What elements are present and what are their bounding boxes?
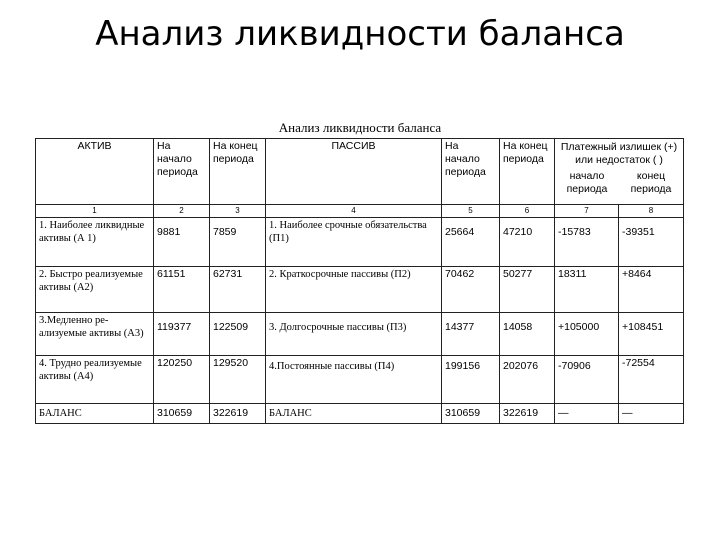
aktiv-start-cell: 9881 xyxy=(154,218,210,267)
header-row xyxy=(36,139,684,205)
surplus-end-cell: -72554 xyxy=(619,356,684,404)
aktiv-cell: 4. Трудно реализуемые активы (А4) xyxy=(36,356,154,404)
surplus-start-cell: -15783 xyxy=(555,218,619,267)
passiv-cell: БАЛАНС xyxy=(266,404,442,424)
surplus-start-cell: -70906 xyxy=(555,356,619,404)
passiv-end-cell: 202076 xyxy=(500,356,555,404)
header-surplus-group xyxy=(555,139,684,205)
surplus-end-cell: — xyxy=(619,404,684,424)
column-number: 2 xyxy=(154,205,210,218)
passiv-start-cell: 14377 xyxy=(442,313,500,356)
table-row xyxy=(36,267,684,313)
header-aktiv: АКТИВ xyxy=(36,139,154,205)
passiv-cell: 2. Краткосрочные пассивы (П2) xyxy=(266,267,442,313)
header-aktiv-start: На начало периода xyxy=(154,139,210,205)
aktiv-end-cell: 129520 xyxy=(210,356,266,404)
passiv-end-cell: 322619 xyxy=(500,404,555,424)
liquidity-table xyxy=(35,138,684,424)
table-row xyxy=(36,404,684,424)
passiv-end-cell: 50277 xyxy=(500,267,555,313)
aktiv-cell: 2. Быстро реализуемые активы (А2) xyxy=(36,267,154,313)
header-surplus-end: конец периода xyxy=(630,170,672,196)
aktiv-end-cell: 62731 xyxy=(210,267,266,313)
aktiv-end-cell: 122509 xyxy=(210,313,266,356)
column-number: 1 xyxy=(36,205,154,218)
passiv-cell: 4.Постоянные пассивы (П4) xyxy=(266,356,442,404)
column-number: 8 xyxy=(619,205,684,218)
passiv-start-cell: 25664 xyxy=(442,218,500,267)
column-number: 3 xyxy=(210,205,266,218)
aktiv-cell: БАЛАНС xyxy=(36,404,154,424)
aktiv-start-cell: 310659 xyxy=(154,404,210,424)
aktiv-end-cell: 7859 xyxy=(210,218,266,267)
table-title: Анализ ликвидности баланса xyxy=(278,120,442,135)
header-surplus: Платежный излишек (+) или недостаток ( ) xyxy=(560,141,678,167)
passiv-cell: 3. Долгосрочные пассивы (П3) xyxy=(266,313,442,356)
table-row xyxy=(36,313,684,356)
aktiv-end-cell: 322619 xyxy=(210,404,266,424)
surplus-end-cell: +8464 xyxy=(619,267,684,313)
surplus-end-cell: +108451 xyxy=(619,313,684,356)
header-aktiv-end: На конец периода xyxy=(210,139,266,205)
aktiv-start-cell: 120250 xyxy=(154,356,210,404)
column-number: 5 xyxy=(442,205,500,218)
aktiv-cell: 1. Наиболее ликвидные активы (А 1) xyxy=(36,218,154,267)
aktiv-start-cell: 119377 xyxy=(154,313,210,356)
header-passiv-start: На начало периода xyxy=(442,139,500,205)
passiv-start-cell: 199156 xyxy=(442,356,500,404)
passiv-start-cell: 310659 xyxy=(442,404,500,424)
header-passiv-end: На конец периода xyxy=(500,139,555,205)
passiv-end-cell: 47210 xyxy=(500,218,555,267)
header-passiv: ПАССИВ xyxy=(266,139,442,205)
aktiv-start-cell: 61151 xyxy=(154,267,210,313)
column-number: 4 xyxy=(266,205,442,218)
column-number: 6 xyxy=(500,205,555,218)
aktiv-cell: 3.Медленно реализуемые активы (А3) xyxy=(36,313,154,356)
header-surplus-start: начало периода xyxy=(566,170,608,196)
table-row xyxy=(36,218,684,267)
surplus-end-cell: -39351 xyxy=(619,218,684,267)
passiv-start-cell: 70462 xyxy=(442,267,500,313)
passiv-end-cell: 14058 xyxy=(500,313,555,356)
slide-title: Анализ ликвидности баланса xyxy=(95,14,625,54)
surplus-start-cell: — xyxy=(555,404,619,424)
passiv-cell: 1. Наиболее срочные обязательства (П1) xyxy=(266,218,442,267)
surplus-start-cell: 18311 xyxy=(555,267,619,313)
table-row xyxy=(36,356,684,404)
column-number-row xyxy=(36,205,684,218)
surplus-start-cell: +105000 xyxy=(555,313,619,356)
column-number: 7 xyxy=(555,205,619,218)
